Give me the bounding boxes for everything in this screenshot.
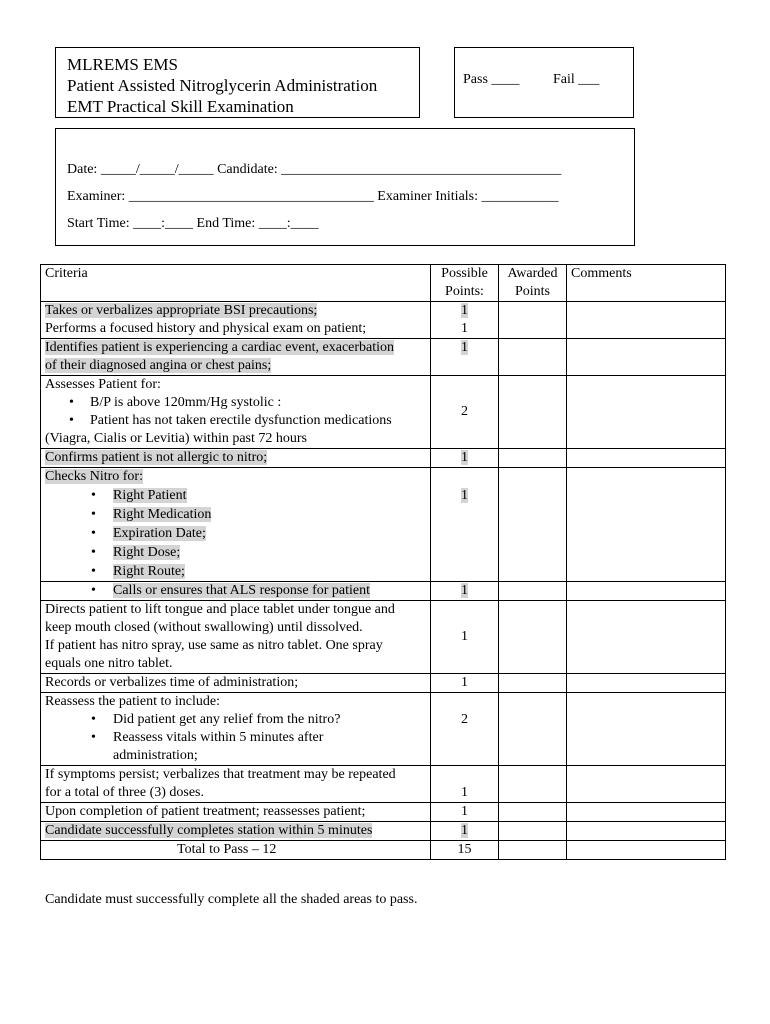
comments-cell[interactable]	[567, 766, 726, 803]
possible-points-cell: 1	[431, 803, 499, 822]
awarded-points-cell[interactable]	[499, 693, 567, 766]
list-item: • Right Patient	[45, 486, 430, 505]
comments-cell[interactable]	[567, 376, 726, 449]
pass-field[interactable]: Pass ____	[463, 72, 520, 87]
table-row	[41, 601, 726, 674]
total-points: 15	[431, 841, 499, 860]
awarded-points-header: Awarded Points	[499, 265, 567, 302]
criteria-cell: Candidate successfully completes station within 5 minutes	[41, 822, 431, 841]
awarded-points-cell[interactable]	[499, 302, 567, 339]
possible-points-cell: 2	[431, 693, 499, 766]
header-row	[41, 265, 726, 302]
comments-cell[interactable]	[567, 449, 726, 468]
awarded-total-cell[interactable]	[499, 841, 567, 860]
candidate-info-box	[55, 128, 635, 246]
criteria-cell: Upon completion of patient treatment; reassesses patient;	[41, 803, 431, 822]
criteria-cell: Assesses Patient for: • B/P is above 120mm/Hg systolic : • Patient has not taken erectile dysfunction medications (Viagra, Cialis or Levitia) within past 72 hours	[41, 376, 431, 449]
criteria-cell	[41, 582, 431, 601]
possible-points-cell: 1	[431, 766, 499, 803]
criteria-cell: Checks Nitro for: • Right Patient • Right Medication • Expiration Date; • Right Dose; • Right Route;	[41, 468, 431, 582]
possible-points-cell: 1	[431, 582, 499, 601]
criteria-cell: If symptoms persist; verbalizes that treatment may be repeated for a total of three (3) doses.	[41, 766, 431, 803]
list-item: • Did patient get any relief from the nitro?	[45, 711, 430, 729]
table-row	[41, 339, 726, 376]
criteria-cell: Records or verbalizes time of administration;	[41, 674, 431, 693]
comments-header: Comments	[567, 265, 726, 302]
possible-points-cell: 1	[431, 339, 499, 376]
examiner-line[interactable]: Examiner: ___________________________________ Examiner Initials: ___________	[67, 189, 559, 204]
title-box	[55, 47, 420, 118]
awarded-points-cell[interactable]	[499, 674, 567, 693]
awarded-points-cell[interactable]	[499, 339, 567, 376]
awarded-points-cell[interactable]	[499, 822, 567, 841]
table-row	[41, 803, 726, 822]
fail-field[interactable]: Fail ___	[553, 72, 600, 87]
possible-points-cell: 2	[431, 376, 499, 449]
criteria-cell: Takes or verbalizes appropriate BSI precautions; Performs a focused history and physical exam on patient;	[41, 302, 431, 339]
table-row	[41, 376, 726, 449]
pass-fail-box	[454, 47, 634, 118]
list-item: • Right Route;	[45, 562, 430, 581]
awarded-points-cell[interactable]	[499, 766, 567, 803]
list-item: • Right Medication	[45, 505, 430, 524]
list-item: • Reassess vitals within 5 minutes after	[45, 729, 430, 747]
comments-cell[interactable]	[567, 822, 726, 841]
possible-points-cell: 1	[431, 601, 499, 674]
org-title: MLREMS EMS	[67, 55, 178, 74]
form-subtitle: EMT Practical Skill Examination	[67, 97, 294, 116]
comments-cell[interactable]	[567, 302, 726, 339]
possible-points-cell: 1	[431, 468, 499, 582]
comments-cell[interactable]	[567, 841, 726, 860]
possible-points-cell: 1	[431, 822, 499, 841]
total-label: Total to Pass – 12	[41, 841, 431, 860]
comments-cell[interactable]	[567, 693, 726, 766]
criteria-header: Criteria	[41, 265, 431, 302]
possible-points-cell: 1 1	[431, 302, 499, 339]
criteria-cell: Directs patient to lift tongue and place tablet under tongue and keep mouth closed (without swallowing) until dissolved. If patient has nitro spray, use same as nitro tablet. One spray equals one nitro tablet.	[41, 601, 431, 674]
awarded-points-cell[interactable]	[499, 582, 567, 601]
table-row	[41, 582, 726, 601]
criteria-table	[40, 264, 726, 860]
comments-cell[interactable]	[567, 582, 726, 601]
table-row	[41, 693, 726, 766]
possible-points-cell: 1	[431, 449, 499, 468]
criteria-cell: Reassess the patient to include: • Did patient get any relief from the nitro? • Reassess vitals within 5 minutes after administration;	[41, 693, 431, 766]
list-item: • Right Dose;	[45, 543, 430, 562]
table-row	[41, 674, 726, 693]
awarded-points-cell[interactable]	[499, 601, 567, 674]
list-item: • Expiration Date;	[45, 524, 430, 543]
list-item: • Patient has not taken erectile dysfunction medications	[45, 412, 430, 430]
awarded-points-cell[interactable]	[499, 449, 567, 468]
criteria-cell: Confirms patient is not allergic to nitro;	[41, 449, 431, 468]
list-item: • B/P is above 120mm/Hg systolic :	[45, 394, 430, 412]
form-title: Patient Assisted Nitroglycerin Administration	[67, 76, 378, 95]
total-row	[41, 841, 726, 860]
criteria-cell: Identifies patient is experiencing a cardiac event, exacerbation of their diagnosed angina or chest pains;	[41, 339, 431, 376]
comments-cell[interactable]	[567, 674, 726, 693]
table-row	[41, 302, 726, 339]
table-row	[41, 449, 726, 468]
awarded-points-cell[interactable]	[499, 376, 567, 449]
footer-note: Candidate must successfully complete all the shaded areas to pass.	[45, 892, 418, 907]
possible-points-header: Possible Points:	[431, 265, 499, 302]
list-item: • Calls or ensures that ALS response for patient	[45, 582, 430, 600]
comments-cell[interactable]	[567, 601, 726, 674]
comments-cell[interactable]	[567, 339, 726, 376]
comments-cell[interactable]	[567, 803, 726, 822]
awarded-points-cell[interactable]	[499, 803, 567, 822]
date-candidate-line[interactable]: Date: _____/_____/_____ Candidate: ________________________________________	[67, 162, 562, 177]
table-row	[41, 468, 726, 582]
table-row	[41, 822, 726, 841]
time-line[interactable]: Start Time: ____:____ End Time: ____:____	[67, 216, 319, 231]
possible-points-cell: 1	[431, 674, 499, 693]
table-row	[41, 766, 726, 803]
awarded-points-cell[interactable]	[499, 468, 567, 582]
comments-cell[interactable]	[567, 468, 726, 582]
